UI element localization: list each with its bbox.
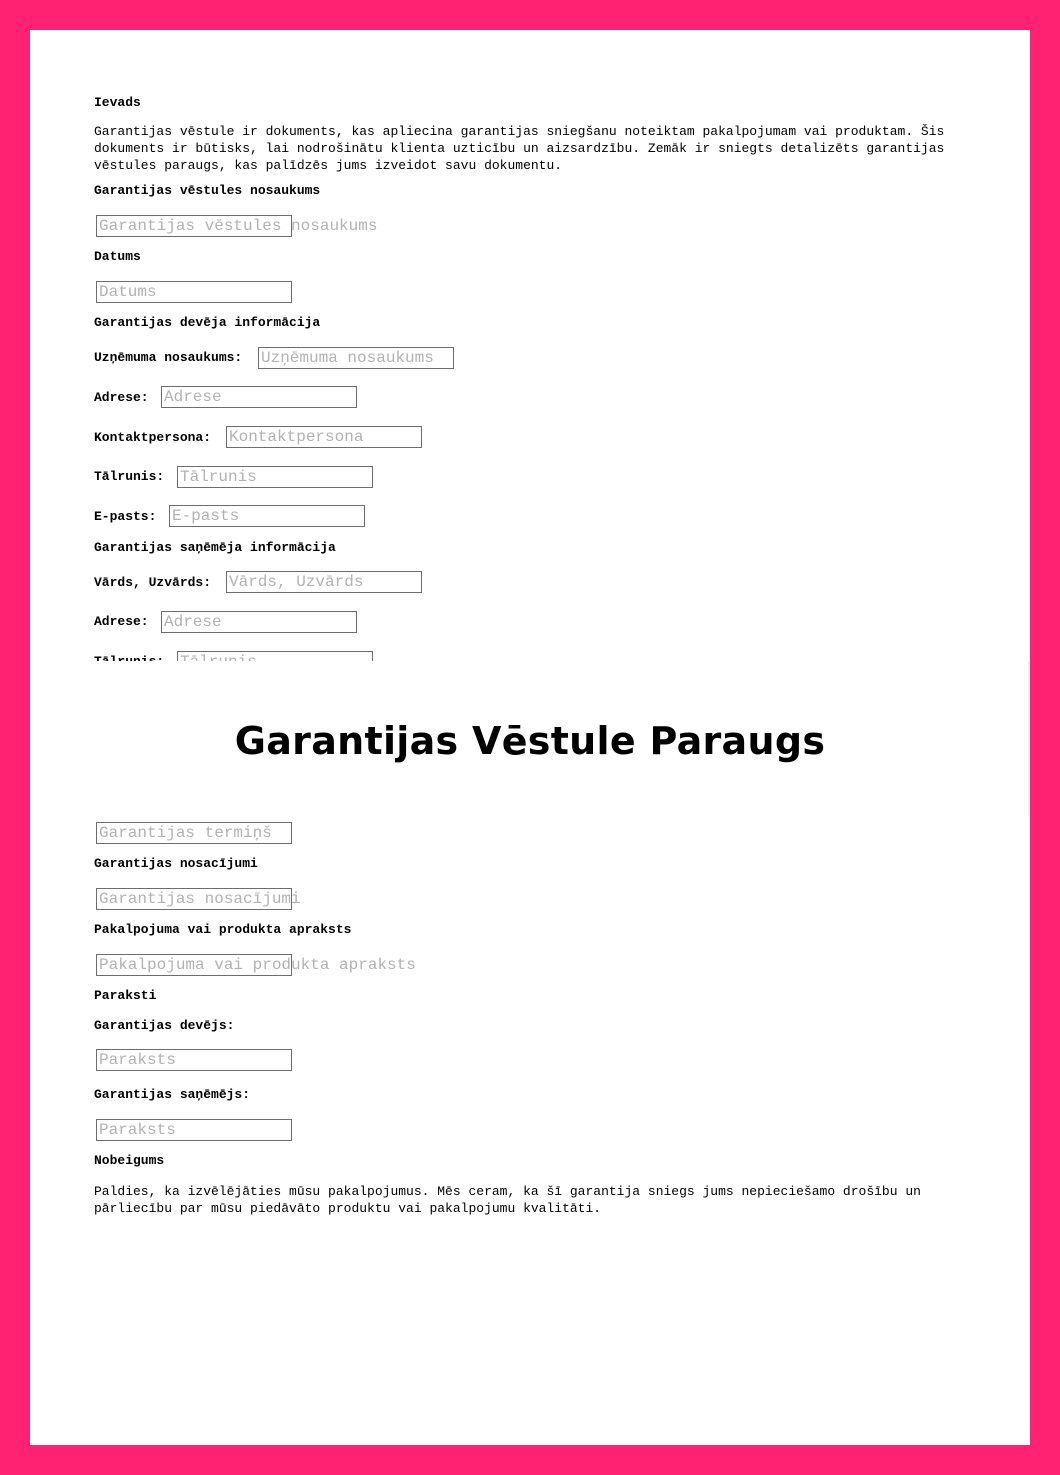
issuer-heading: Garantijas devēja informācija [94,315,321,330]
issuer-contact-label: Kontaktpersona: [94,430,212,445]
date-input[interactable]: Datums [96,281,292,303]
recipient-signature-input[interactable]: Paraksts [96,1119,292,1141]
signatures-heading: Paraksti [94,988,157,1003]
issuer-address-input[interactable]: Adrese [161,386,357,408]
issuer-address-label: Adrese: [94,390,149,405]
term-input[interactable]: Garantijas termiņš [96,822,292,844]
letter-title-heading: Garantijas vēstules nosaukums [94,183,321,198]
issuer-email-label: E-pasts: [94,509,157,524]
closing-heading: Nobeigums [94,1153,165,1168]
conditions-input[interactable]: Garantijas nosacījumi [96,888,292,910]
recipient-address-label: Adrese: [94,614,149,629]
issuer-phone-input[interactable]: Tālrunis [177,466,373,488]
issuer-signature-input[interactable]: Paraksts [96,1049,292,1071]
document-page [30,30,1030,1445]
issuer-phone-label: Tālrunis: [94,469,165,484]
recipient-name-input[interactable]: Vārds, Uzvārds [226,571,422,593]
issuer-company-input[interactable]: Uzņēmuma nosaukums [258,347,454,369]
issuer-company-label: Uzņēmuma nosaukums: [94,350,243,365]
recipient-signature-label: Garantijas saņēmējs: [94,1087,251,1102]
description-input[interactable]: Pakalpojuma vai produkta apraksts [96,954,292,976]
recipient-address-input[interactable]: Adrese [161,611,357,633]
date-heading: Datums [94,249,141,264]
form-upper-section [30,30,1030,661]
conditions-heading: Garantijas nosacījumi [94,856,258,871]
closing-paragraph: Paldies, ka izvēlējāties mūsu pakalpojumus. Mēs ceram, ka šī garantija sniegs jums nepieciešamo drošību un pārliecību par mūsu piedāvāto produktu vai pakalpojumu kvalitāti. [94,1184,921,1216]
recipient-heading: Garantijas saņēmēja informācija [94,540,336,555]
recipient-name-label: Vārds, Uzvārds: [94,575,212,590]
issuer-contact-input[interactable]: Kontaktpersona [226,426,422,448]
letter-title-input[interactable]: Garantijas vēstules nosaukums [96,215,292,237]
intro-paragraph: Garantijas vēstule ir dokuments, kas apliecina garantijas sniegšanu noteiktam pakalpojumam vai produktam. Šis dokuments ir būtisks, lai nodrošinātu klienta uzticību un aizsardzību. Zemāk ir sniegts detalizēts garantijas vēstules paraugs, kas palīdzēs jums izveidot savu dokumentu. [94,124,945,173]
issuer-email-input[interactable]: E-pasts [169,505,365,527]
issuer-signature-label: Garantijas devējs: [94,1018,235,1033]
intro-heading: Ievads [94,95,141,110]
document-title: Garantijas Vēstule Paraugs [234,719,826,763]
description-heading: Pakalpojuma vai produkta apraksts [94,922,352,937]
title-banner [30,661,1030,816]
